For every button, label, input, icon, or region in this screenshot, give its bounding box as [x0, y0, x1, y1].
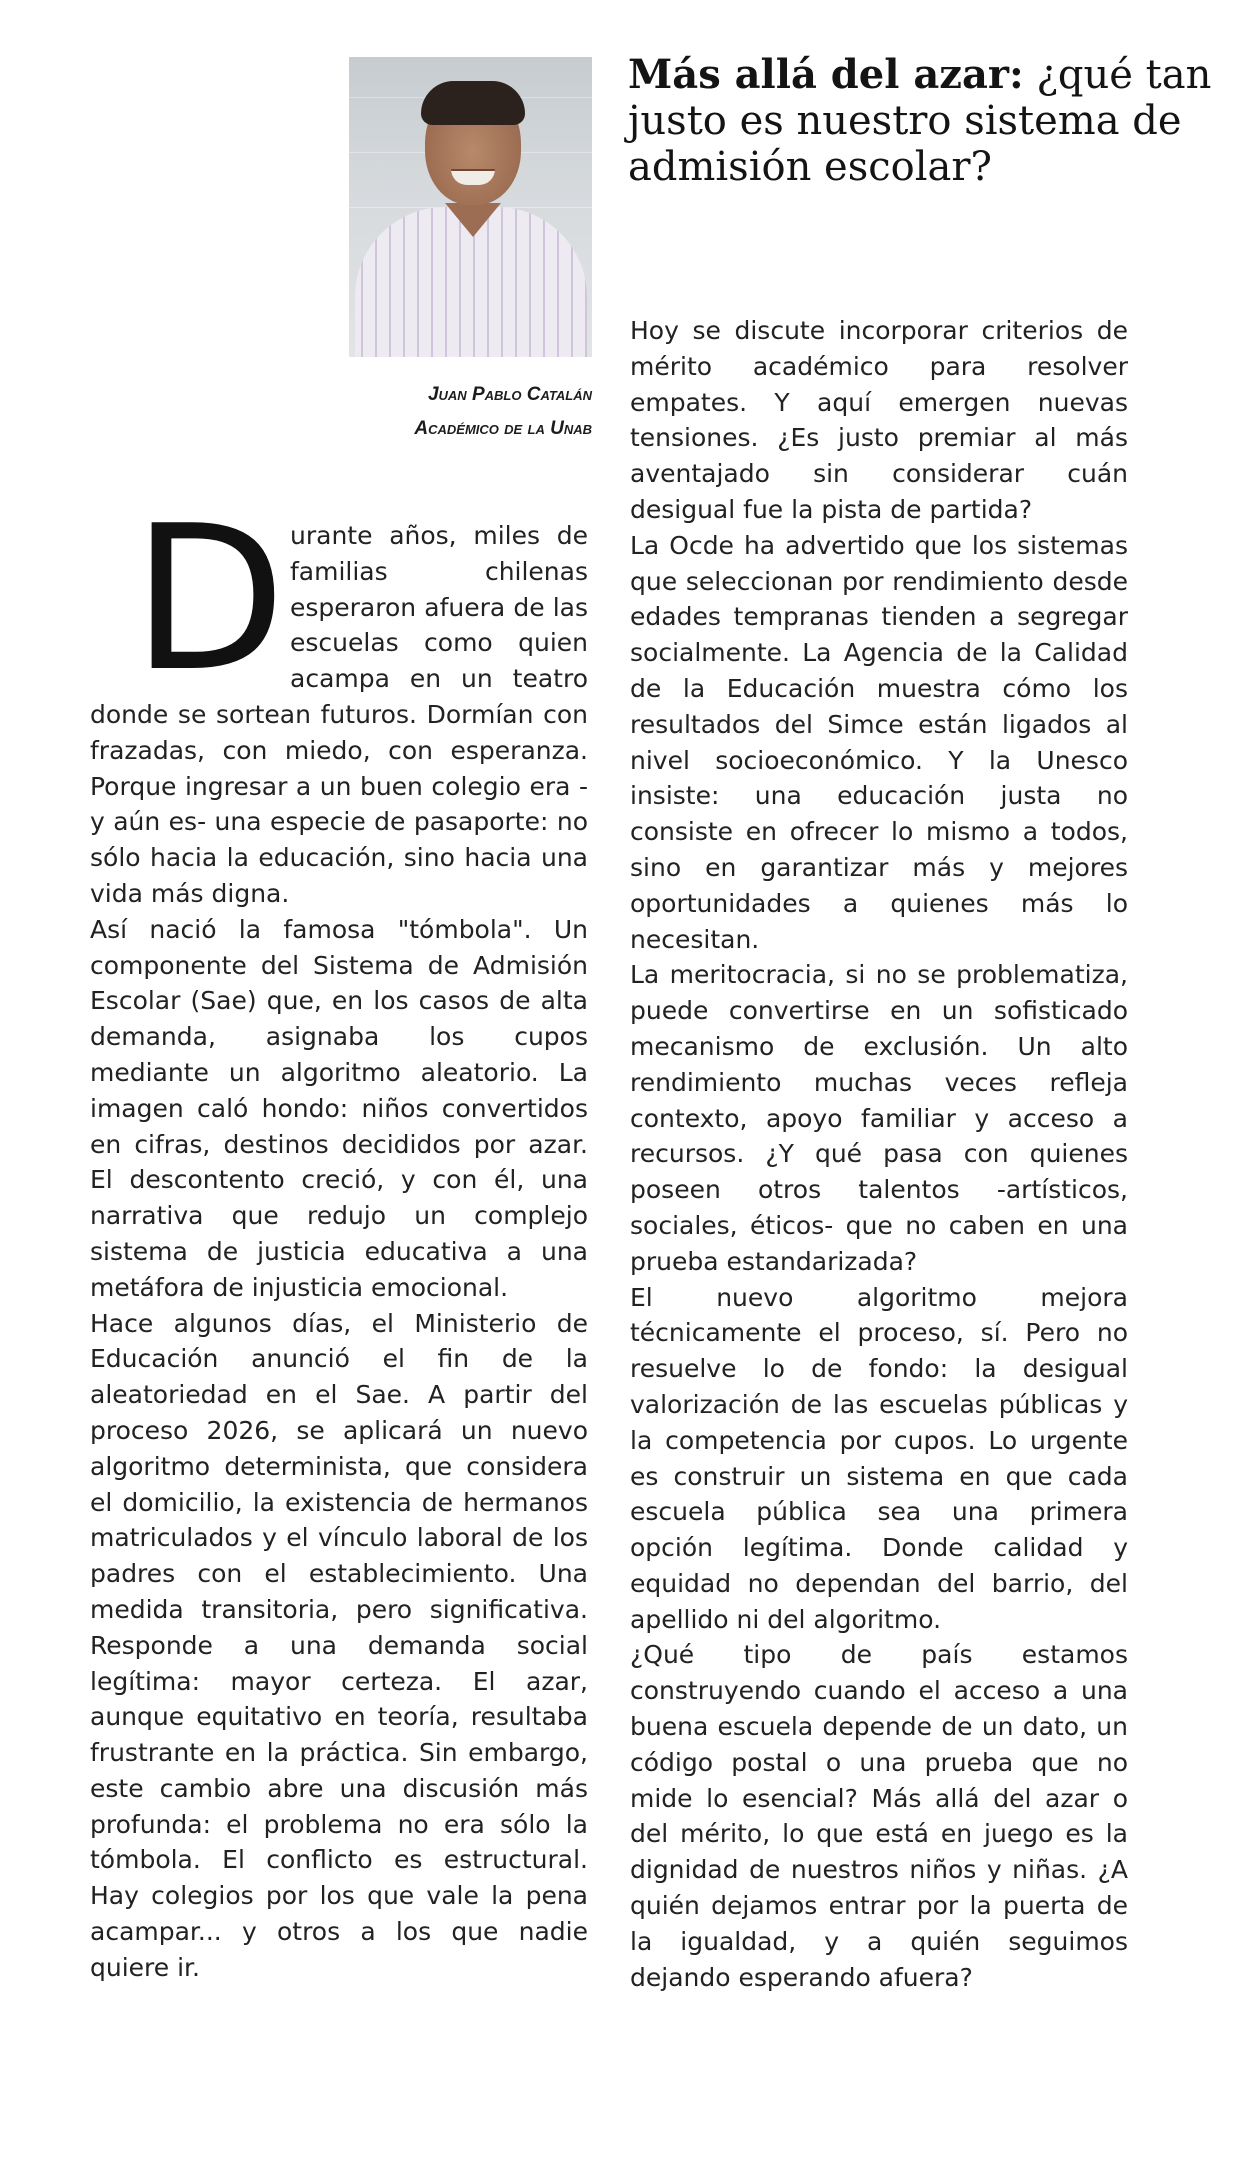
right-column: [630, 313, 1128, 1995]
headline-bold: Más allá del azar:: [628, 51, 1024, 98]
author-name: Juan Pablo Catalán: [427, 384, 592, 405]
article-headline: [628, 52, 1228, 190]
paragraph: ¿Qué tipo de país estamos construyendo cuando el acceso a una buena escuela depende de un dato, un código postal o una prueba que no mide lo esencial? Más allá del azar o del mérito, lo que está en juego es la dignidad de nuestros niños y niñas. ¿A quién dejamos entrar por la puerta de la igualdad, y a quién seguimos dejando esperando afuera?: [630, 1640, 1128, 1992]
author-photo: [349, 57, 592, 357]
paragraph: La meritocracia, si no se problematiza, puede convertirse en un sofisticado mecanismo de exclusión. Un alto rendimiento muchas veces refleja contexto, apoyo familiar y acceso a recursos. ¿Y qué pasa con quienes poseen otros talentos -artísticos, sociales, éticos- que no caben en una prueba estandarizada?: [630, 960, 1128, 1276]
drop-cap: D: [132, 483, 287, 716]
paragraph: Hace algunos días, el Ministerio de Educación anunció el fin de la aleatoriedad en el Sae. A partir del proceso 2026, se aplicará un nuevo algoritmo determinista, que considera el domicilio, la existencia de hermanos matriculados y el vínculo laboral de los padres con el establecimiento. Una medida transitoria, pero significativa. Responde a una demanda social legítima: mayor certeza. El azar, aunque equitativo en teoría, resultaba frustrante en la práctica. Sin embargo, este cambio abre una discusión más profunda: el problema no era sólo la tómbola. El conflicto es estructural. Hay colegios por los que vale la pena acampar... y otros a los que nadie quiere ir.: [90, 1308, 588, 1982]
drop-cap-space: [90, 518, 290, 696]
paragraph: La Ocde ha advertido que los sistemas que seleccionan por rendimiento desde edades tempranas tienden a segregar socialmente. La Agencia de la Calidad de la Educación muestra cómo los resultados del Simce están ligados al nivel socioeconómico. Y la Unesco insiste: una educación justa no consiste en ofrecer lo mismo a todos, sino en garantizar más y mejores oportunidades a quienes más lo necesitan.: [630, 530, 1128, 954]
left-column: [90, 518, 588, 1986]
photo-hair: [421, 81, 525, 125]
paragraph: Así nació la famosa "tómbola". Un componente del Sistema de Admisión Escolar (Sae) que, en los casos de alta demanda, asignaba los cupos mediante un algoritmo aleatorio. La imagen caló hondo: niños convertidos en cifras, destinos decididos por azar. El descontento creció, y con él, una narrativa que redujo un complejo sistema de justicia educativa a una metáfora de injusticia emocional.: [90, 914, 588, 1302]
paragraph: Hoy se discute incorporar criterios de mérito académico para resolver empates. Y aquí emergen nuevas tensiones. ¿Es justo premiar al más aventajado sin considerar cuán desigual fue la pista de partida?: [630, 316, 1128, 524]
paragraph: urante años, miles de familias chilenas esperaron afuera de las escuelas como quien acampa en un teatro donde se sortean futuros. Dormían con frazadas, con miedo, con esperanza. Porque ingresar a un buen colegio era -y aún es- una especie de pasaporte: no sólo hacia la educación, sino hacia una vida más digna.: [90, 521, 588, 908]
paragraph: El nuevo algoritmo mejora técnicamente el proceso, sí. Pero no resuelve lo de fondo: la desigual valorización de las escuelas públicas y la competencia por cupos. Lo urgente es construir un sistema en que cada escuela pública sea una primera opción legítima. Donde calidad y equidad no dependan del barrio, del apellido ni del algoritmo.: [630, 1282, 1128, 1634]
author-role: Académico de la Unab: [414, 418, 592, 439]
headline-regular: ¿qué tan justo es nuestro sistema de admisión escolar?: [628, 52, 1212, 190]
